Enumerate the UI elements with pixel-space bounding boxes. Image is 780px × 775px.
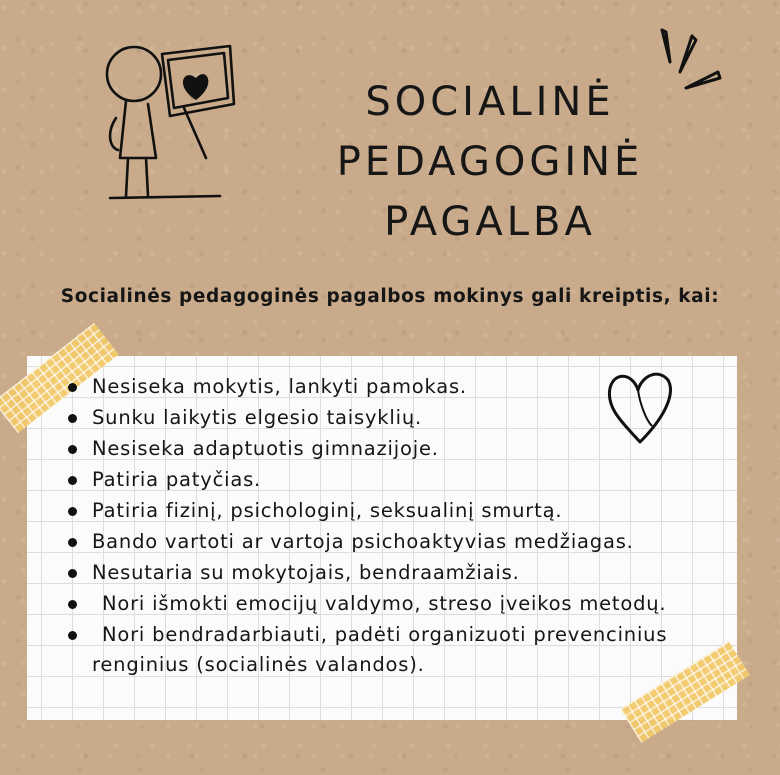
bullet-icon — [68, 600, 77, 609]
list-item: Bando vartoti ar vartoja psichoaktyvias medžiagas. — [62, 527, 722, 557]
bullet-icon — [68, 383, 77, 392]
title-line-3: PAGALBA — [384, 199, 596, 245]
subtitle: Socialinės pedagoginės pagalbos mokinys gali kreiptis, kai: — [60, 286, 720, 307]
bullet-icon — [68, 414, 77, 423]
bullet-icon — [68, 445, 77, 454]
list-item: Sunku laikytis elgesio taisyklių. — [62, 403, 722, 433]
title-line-2: PEDAGOGINĖ — [336, 139, 644, 185]
bullet-icon — [68, 476, 77, 485]
title-line-1: SOCIALINĖ — [365, 79, 615, 125]
bullet-icon — [68, 569, 77, 578]
list-item: Nori išmokti emocijų valdymo, streso įveikos metodų. — [62, 589, 722, 619]
reasons-list — [62, 372, 722, 681]
list-item: Patiria fizinį, psichologinį, seksualinį smurtą. — [62, 496, 722, 526]
bullet-icon — [68, 631, 77, 640]
page-title — [300, 72, 680, 252]
list-item: Patiria patyčias. — [62, 465, 722, 495]
stick-figure-heart-sign-icon — [96, 38, 246, 208]
bullet-icon — [68, 538, 77, 547]
list-item: Nori bendradarbiauti, padėti organizuoti prevencinius renginius (socialinės valandos). — [62, 620, 722, 680]
list-item: Nesiseka adaptuotis gimnazijoje. — [62, 434, 722, 464]
bullet-icon — [68, 507, 77, 516]
list-item: Nesutaria su mokytojais, bendraamžiais. — [62, 558, 722, 588]
list-item: Nesiseka mokytis, lankyti pamokas. — [62, 372, 722, 402]
